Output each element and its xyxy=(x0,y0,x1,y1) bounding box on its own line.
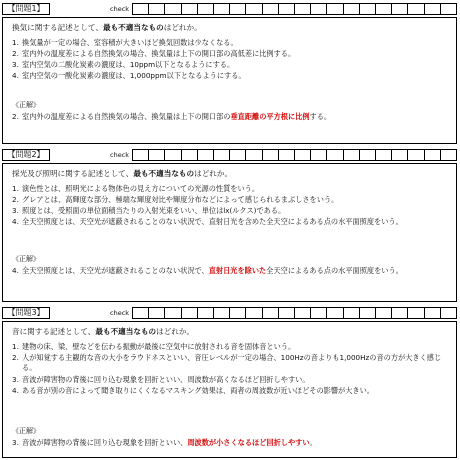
check-label: check xyxy=(110,5,130,13)
question-stem: 採光及び照明に関する記述として、最も不適当なものはどれか。 xyxy=(12,169,233,178)
option-2: 2. 室内外の温度差による自然換気の場合、換気量は上下の開口部の高低差に比例する。 xyxy=(12,49,296,58)
question-3 xyxy=(0,304,460,460)
answer-text: 3. 音波が障害物の背後に回り込む現象を回折といい、周波数が小さくなるほど回折しやすい。 xyxy=(12,438,317,447)
question-stem: 音に関する記述として、最も不適当なものはどれか。 xyxy=(12,327,195,336)
question-3-header xyxy=(2,307,457,319)
answer-text: 2. 室内外の温度差による自然換気の場合、換気量は上下の開口部の垂直距離の平方根に比例する。 xyxy=(12,112,332,121)
question-2-header xyxy=(2,149,457,161)
question-stem: 換気に関する記述として、最も不適当なものはどれか。 xyxy=(12,23,202,32)
option-3: 3. 室内空気の二酸化炭素の濃度は、10ppm以下となるようにする。 xyxy=(12,60,235,69)
question-1-box xyxy=(2,17,457,144)
option-4: 4. 室内空気の一酸化炭素の濃度は、1,000ppm以下となるようにする。 xyxy=(12,71,246,80)
answer-label: 《正解》 xyxy=(12,101,40,109)
option-2: 2. グレアとは、高輝度な部分、極端な輝度対比や輝度分布などによって感じられるまぶしさをいう。 xyxy=(12,195,339,204)
option-1: 1. 演色性とは、照明光による物体色の見え方についての光源の性質をいう。 xyxy=(12,184,260,193)
question-1-header xyxy=(2,3,457,15)
answer-label: 《正解》 xyxy=(12,255,40,263)
question-3-badge: 【問題3】 xyxy=(2,307,50,319)
check-label: check xyxy=(110,151,130,159)
answer-highlight: 直射日光を除いた xyxy=(208,266,267,275)
option-3: 3. 音波が障害物の背後に回り込む現象を回折といい、周波数が高くなるほど回折しやすい。 xyxy=(12,375,310,384)
question-2 xyxy=(0,146,460,304)
option-1: 1. 建物の床、梁、壁などを伝わる振動が最後に空気中に放射される音を固体音という。 xyxy=(12,342,296,351)
question-2-box xyxy=(2,163,457,302)
option-2: 2. 人が知覚する主観的な音の大小をラウドネスといい、音圧レベルが一定の場合、100Hzの音よりも1,000Hzの音の方が大きく感じる。 xyxy=(12,353,442,373)
answer-label: 《正解》 xyxy=(12,427,40,435)
answer-text: 4. 全天空照度とは、天空光が遮蔽されることのない状況で、直射日光を除いた全天空によるある点の水平面照度をいう。 xyxy=(12,266,403,275)
option-1: 1. 換気量が一定の場合、室容積が大きいほど換気回数は少なくなる。 xyxy=(12,38,238,47)
question-1-badge: 【問題1】 xyxy=(2,3,50,15)
answer-highlight: 周波数が小さくなるほど回折しやすい xyxy=(187,438,310,447)
question-1 xyxy=(0,0,460,146)
question-3-box xyxy=(2,321,457,458)
check-grid[interactable] xyxy=(132,3,457,15)
answer-highlight: 垂直距離の平方根に比例 xyxy=(230,112,310,121)
check-grid[interactable] xyxy=(132,307,457,319)
option-4: 4. ある音が別の音によって聞き取りにくくなるマスキング効果は、両者の周波数が近いほどその影響が大きい。 xyxy=(12,386,374,395)
question-2-badge: 【問題2】 xyxy=(2,149,50,161)
option-4: 4. 全天空照度とは、天空光が遮蔽されることのない状況で、直射日光を含めた全天空によるある点の水平面照度をいう。 xyxy=(12,217,403,226)
check-label: check xyxy=(110,309,130,317)
option-3: 3. 照度とは、受照面の単位面積当たりの入射光束をいい、単位はlx(ルクス)である。 xyxy=(12,206,286,215)
check-grid[interactable] xyxy=(132,149,457,161)
